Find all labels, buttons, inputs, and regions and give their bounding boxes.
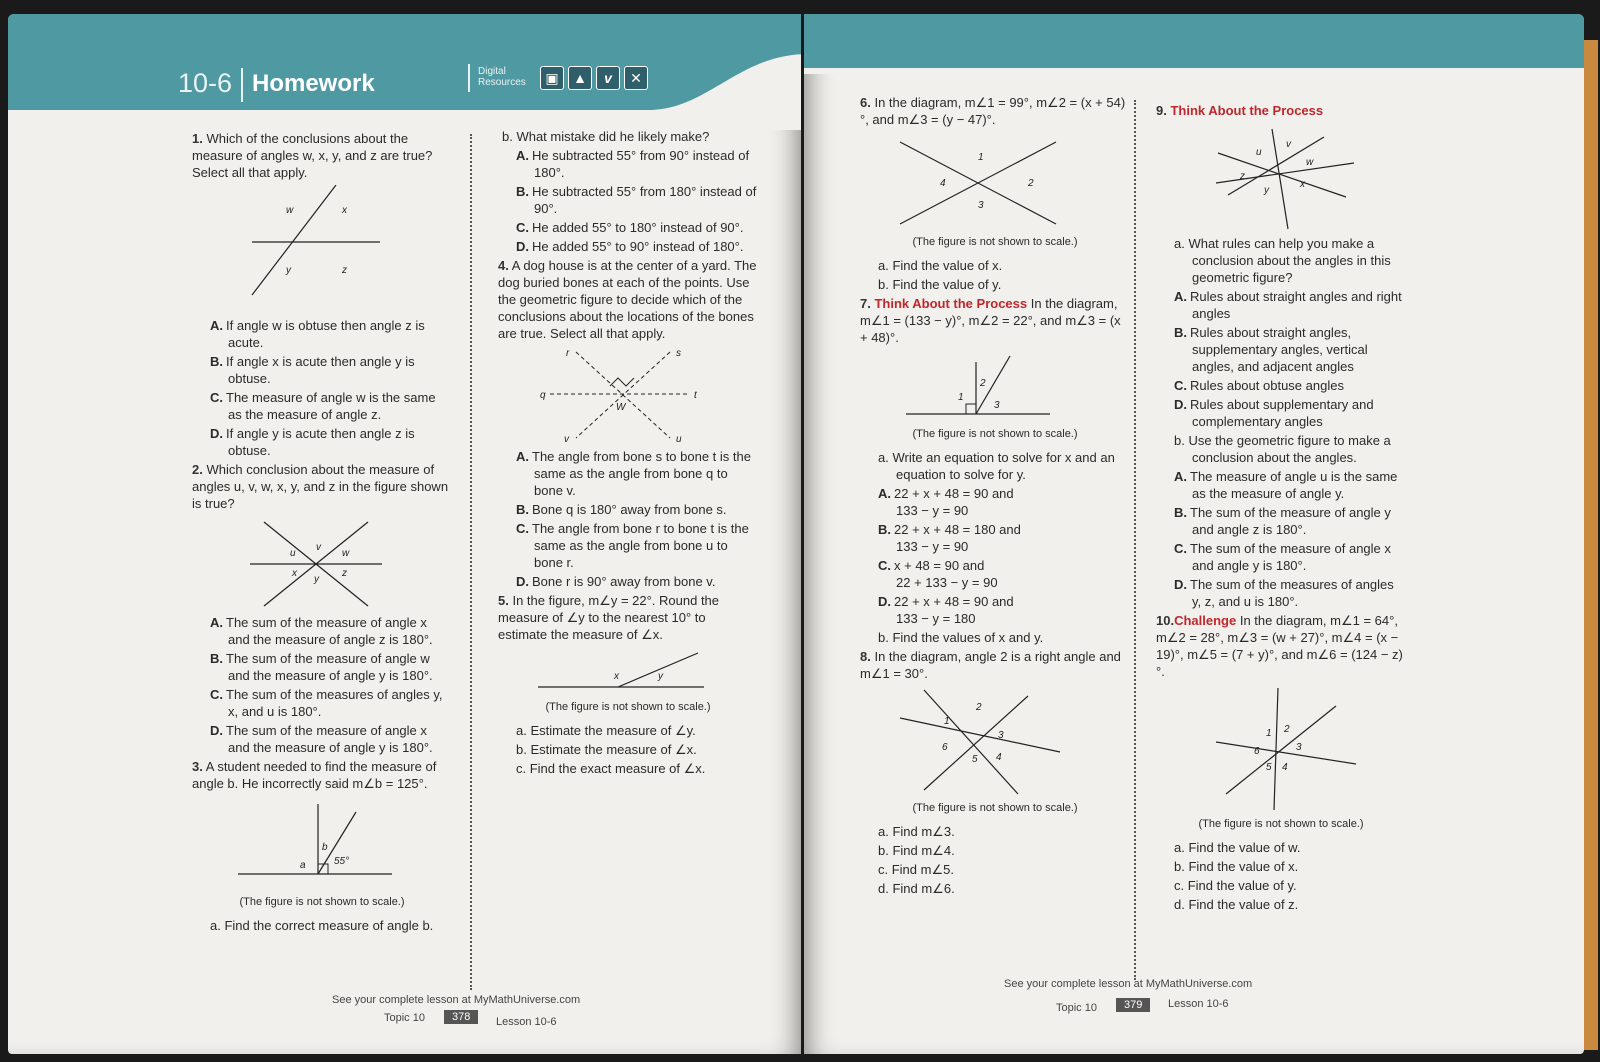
fig-label: v xyxy=(564,434,569,445)
lesson-title: Homework xyxy=(252,70,375,97)
option[interactable]: A. Rules about straight angles and right angles xyxy=(1174,289,1402,321)
fig-label: y xyxy=(1264,185,1269,196)
figure-caption: (The figure is not shown to scale.) xyxy=(912,236,1078,248)
fig-label: v xyxy=(316,542,321,553)
header-divider xyxy=(241,68,243,102)
option[interactable]: B. If angle x is acute then angle y is obtuse. xyxy=(210,354,415,386)
q5-figure xyxy=(498,647,758,697)
part: a. Find the value of x. xyxy=(878,258,1003,273)
footer-lesson: Lesson 10-6 xyxy=(1168,998,1229,1010)
fig-label: r xyxy=(566,348,570,359)
part: b. Find the value of x. xyxy=(1174,859,1299,874)
footer-link[interactable]: See your complete lesson at MyMathUniverse.com xyxy=(1004,978,1253,990)
footer-topic: Topic 10 xyxy=(1056,1002,1097,1014)
fig-label: u xyxy=(1256,147,1262,158)
question-6: 6. In the diagram, m∠1 = 99°, m∠2 = (x + 54)°, and m∠3 = (y − 47)°. xyxy=(860,95,1126,127)
column-separator xyxy=(1134,100,1136,980)
option[interactable]: D. 22 + x + 48 = 90 and 133 − y = 180 xyxy=(878,594,1014,626)
part-a: a. Find the correct measure of angle b. xyxy=(210,918,434,933)
fig-label: w xyxy=(1306,157,1314,168)
fig-label: 1 xyxy=(1266,728,1272,739)
question-text: Which of the conclusions about the measure of angles w, x, y, and z are true? Select all that apply. xyxy=(192,131,433,180)
fig-label: 5 xyxy=(972,754,978,765)
fig-label: 4 xyxy=(940,178,946,189)
tools-icon[interactable]: ✕ xyxy=(624,66,648,90)
resources-divider xyxy=(468,64,470,92)
fig-label: z xyxy=(1240,171,1245,182)
option[interactable]: D. The sum of the measures of angles y, z, and u is 180°. xyxy=(1174,577,1394,609)
part: b. Estimate the measure of ∠x. xyxy=(516,742,697,757)
option[interactable]: B. The sum of the measure of angle w and the measure of angle y is 180°. xyxy=(210,651,433,683)
option[interactable]: D. Bone r is 90° away from bone v. xyxy=(516,574,716,589)
question-5: 5. In the figure, m∠y = 22°. Round the measure of ∠y to the nearest 10° to estimate the measure of ∠x. xyxy=(498,593,720,642)
fig-label: 4 xyxy=(996,752,1002,763)
fig-label: 1 xyxy=(944,716,950,727)
option[interactable]: C. He added 55° to 180° instead of 90°. xyxy=(516,220,744,235)
fig-label: 55° xyxy=(334,856,350,867)
fig-label: 3 xyxy=(978,200,984,211)
option[interactable]: C. x + 48 = 90 and 22 + 133 − y = 90 xyxy=(878,558,998,590)
right-column-1 xyxy=(860,94,1130,899)
option[interactable]: B. Bone q is 180° away from bone s. xyxy=(516,502,727,517)
question-4: 4. A dog house is at the center of a yard. The dog buried bones at each of the points. Use the geometric figure to decide which of the conclusions about the locations of the bones are true. Select all that apply. xyxy=(498,258,757,341)
part: c. Find the exact measure of ∠x. xyxy=(516,761,706,776)
q4-figure xyxy=(498,346,758,446)
fig-label: y xyxy=(314,574,319,585)
fig-label: v xyxy=(1286,139,1291,150)
question-8: 8. In the diagram, angle 2 is a right angle and m∠1 = 30°. xyxy=(860,649,1121,681)
fig-label: 2 xyxy=(980,378,986,389)
fig-label: z xyxy=(342,265,347,276)
question-number: 1. xyxy=(192,131,203,146)
fig-label: u xyxy=(290,548,296,559)
footer-link[interactable]: See your complete lesson at MyMathUniverse.com xyxy=(332,994,581,1006)
lesson-number: 10-6 xyxy=(178,68,233,98)
header-curve xyxy=(648,34,801,114)
left-column-2 xyxy=(498,126,758,779)
digital-resources-label: Digital Resources xyxy=(478,66,526,88)
tutor-icon[interactable]: ▲ xyxy=(568,66,592,90)
part: b. Find the value of y. xyxy=(878,277,1002,292)
option[interactable]: D. He added 55° to 90° instead of 180°. xyxy=(516,239,744,254)
fig-label: w xyxy=(286,205,294,216)
fig-label: 3 xyxy=(998,730,1004,741)
fig-label: 3 xyxy=(994,400,1000,411)
figure-caption: (The figure is not shown to scale.) xyxy=(1198,818,1364,830)
question-2: 2. Which conclusion about the measure of angles u, v, w, x, y, and z in the figure shown is true? xyxy=(192,462,449,511)
part-a: a. Write an equation to solve for x and an equation to solve for y. xyxy=(878,450,1115,482)
part: a. Find the value of w. xyxy=(1174,840,1301,855)
page-number: 379 xyxy=(1116,998,1150,1012)
option[interactable]: A. He subtracted 55° from 90° instead of 180°. xyxy=(516,148,750,180)
option[interactable]: D. The sum of the measure of angle x and the measure of angle y is 180°. xyxy=(210,723,433,755)
header-curve xyxy=(804,34,964,74)
q3-figure xyxy=(192,796,452,892)
fig-label: 5 xyxy=(1266,762,1272,773)
left-page xyxy=(8,14,801,1054)
fig-label: x xyxy=(614,671,619,682)
question-3: 3. A student needed to find the measure of angle b. He incorrectly said m∠b = 125°. xyxy=(192,759,437,791)
fig-label: u xyxy=(676,434,682,445)
part: d. Find the value of z. xyxy=(1174,897,1299,912)
fig-label: y xyxy=(286,265,291,276)
page-number: 378 xyxy=(444,1010,478,1024)
q2-figure xyxy=(192,516,452,612)
part-a: a. What rules can help you make a conclusion about the angles in this geometric figure? xyxy=(1174,236,1391,285)
fig-label: a xyxy=(300,860,306,871)
part-b: b. Find the values of x and y. xyxy=(878,630,1044,645)
option[interactable]: A. 22 + x + 48 = 90 and 133 − y = 90 xyxy=(878,486,1014,518)
option[interactable]: C. The sum of the measure of angle x and angle y is 180°. xyxy=(1174,541,1391,573)
option[interactable]: D. Rules about supplementary and complementary angles xyxy=(1174,397,1374,429)
option[interactable]: B. The sum of the measure of angle y and angle z is 180°. xyxy=(1174,505,1391,537)
figure-caption: (The figure is not shown to scale.) xyxy=(239,896,405,908)
option[interactable]: A. The angle from bone s to bone t is the same as the angle from bone q to bone v. xyxy=(516,449,751,498)
q9-figure xyxy=(1156,123,1406,233)
part-b: b. What mistake did he likely make? xyxy=(502,129,710,144)
fig-label: 6 xyxy=(942,742,948,753)
fig-label: 6 xyxy=(1254,746,1260,757)
fig-label: 1 xyxy=(958,392,964,403)
figure-caption: (The figure is not shown to scale.) xyxy=(912,428,1078,440)
fig-label: 4 xyxy=(1282,762,1288,773)
fig-label: W xyxy=(616,402,626,413)
part: c. Find the value of y. xyxy=(1174,878,1297,893)
fig-label: s xyxy=(676,348,681,359)
option[interactable]: B. Rules about straight angles, supplementary angles, vertical angles, and adjacent angles xyxy=(1174,325,1368,374)
fig-label: 2 xyxy=(1284,724,1290,735)
right-page xyxy=(804,14,1584,1054)
q8-figure xyxy=(860,686,1130,798)
left-column-1 xyxy=(192,130,452,936)
page-edge xyxy=(1584,40,1598,1050)
option[interactable]: D. If angle y is acute then angle z is obtuse. xyxy=(210,426,415,458)
option[interactable]: A. The measure of angle u is the same as the measure of angle y. xyxy=(1174,469,1398,501)
option[interactable]: C. The angle from bone r to bone t is the same as the angle from bone u to bone r. xyxy=(516,521,749,570)
option[interactable]: A. The sum of the measure of angle x and the measure of angle z is 180°. xyxy=(210,615,433,647)
q10-figure xyxy=(1156,684,1406,814)
question-1 xyxy=(192,130,452,181)
option[interactable]: A. If angle w is obtuse then angle z is acute. xyxy=(210,318,425,350)
fig-label: w xyxy=(342,548,350,559)
option[interactable]: B. 22 + x + 48 = 180 and 133 − y = 90 xyxy=(878,522,1021,554)
fig-label: 3 xyxy=(1296,742,1302,753)
part: d. Find m∠6. xyxy=(878,881,955,896)
fig-label: z xyxy=(342,568,347,579)
right-column-2 xyxy=(1156,102,1406,915)
fig-label: x xyxy=(292,568,297,579)
question-10: 10.Challenge In the diagram, m∠1 = 64°, m∠2 = 28°, m∠3 = (w + 27)°, m∠4 = (x − 19)°, m∠5 = (7 + y)°, and m∠6 = (124 − z)°. xyxy=(1156,613,1403,679)
part: a. Find m∠3. xyxy=(878,824,955,839)
question-7: 7. Think About the Process In the diagram, m∠1 = (133 − y)°, m∠2 = 22°, and m∠3 = (x + 48)°. xyxy=(860,296,1121,345)
option[interactable]: B. He subtracted 55° from 180° instead of 90°. xyxy=(516,184,757,216)
option[interactable]: C. Rules about obtuse angles xyxy=(1174,378,1344,393)
q7-figure xyxy=(860,350,1130,424)
figure-caption: (The figure is not shown to scale.) xyxy=(545,701,711,713)
part: a. Estimate the measure of ∠y. xyxy=(516,723,696,738)
fig-label: x xyxy=(1300,179,1305,190)
image-icon[interactable]: ▣ xyxy=(540,66,564,90)
q6-figure xyxy=(860,132,1130,232)
part: b. Find m∠4. xyxy=(878,843,955,858)
question-9: 9. Think About the Process xyxy=(1156,103,1324,118)
figure-caption: (The figure is not shown to scale.) xyxy=(912,802,1078,814)
fig-label: 1 xyxy=(978,152,984,163)
fig-label: t xyxy=(694,390,697,401)
footer-lesson: Lesson 10-6 xyxy=(496,1016,557,1028)
footer-topic: Topic 10 xyxy=(384,1012,425,1024)
fig-label: x xyxy=(342,205,347,216)
option[interactable]: C. The measure of angle w is the same as the measure of angle z. xyxy=(210,390,436,422)
fig-label: 2 xyxy=(976,702,982,713)
part: c. Find m∠5. xyxy=(878,862,954,877)
option[interactable]: C. The sum of the measures of angles y, x, and u is 180°. xyxy=(210,687,443,719)
column-separator xyxy=(470,134,472,990)
part-b: b. Use the geometric figure to make a conclusion about the angles. xyxy=(1174,433,1391,465)
fig-label: q xyxy=(540,390,546,401)
fig-label: y xyxy=(658,671,663,682)
fig-label: 2 xyxy=(1028,178,1034,189)
fig-label: b xyxy=(322,842,328,853)
q1-figure xyxy=(192,185,452,315)
video-icon[interactable]: v xyxy=(596,66,620,90)
